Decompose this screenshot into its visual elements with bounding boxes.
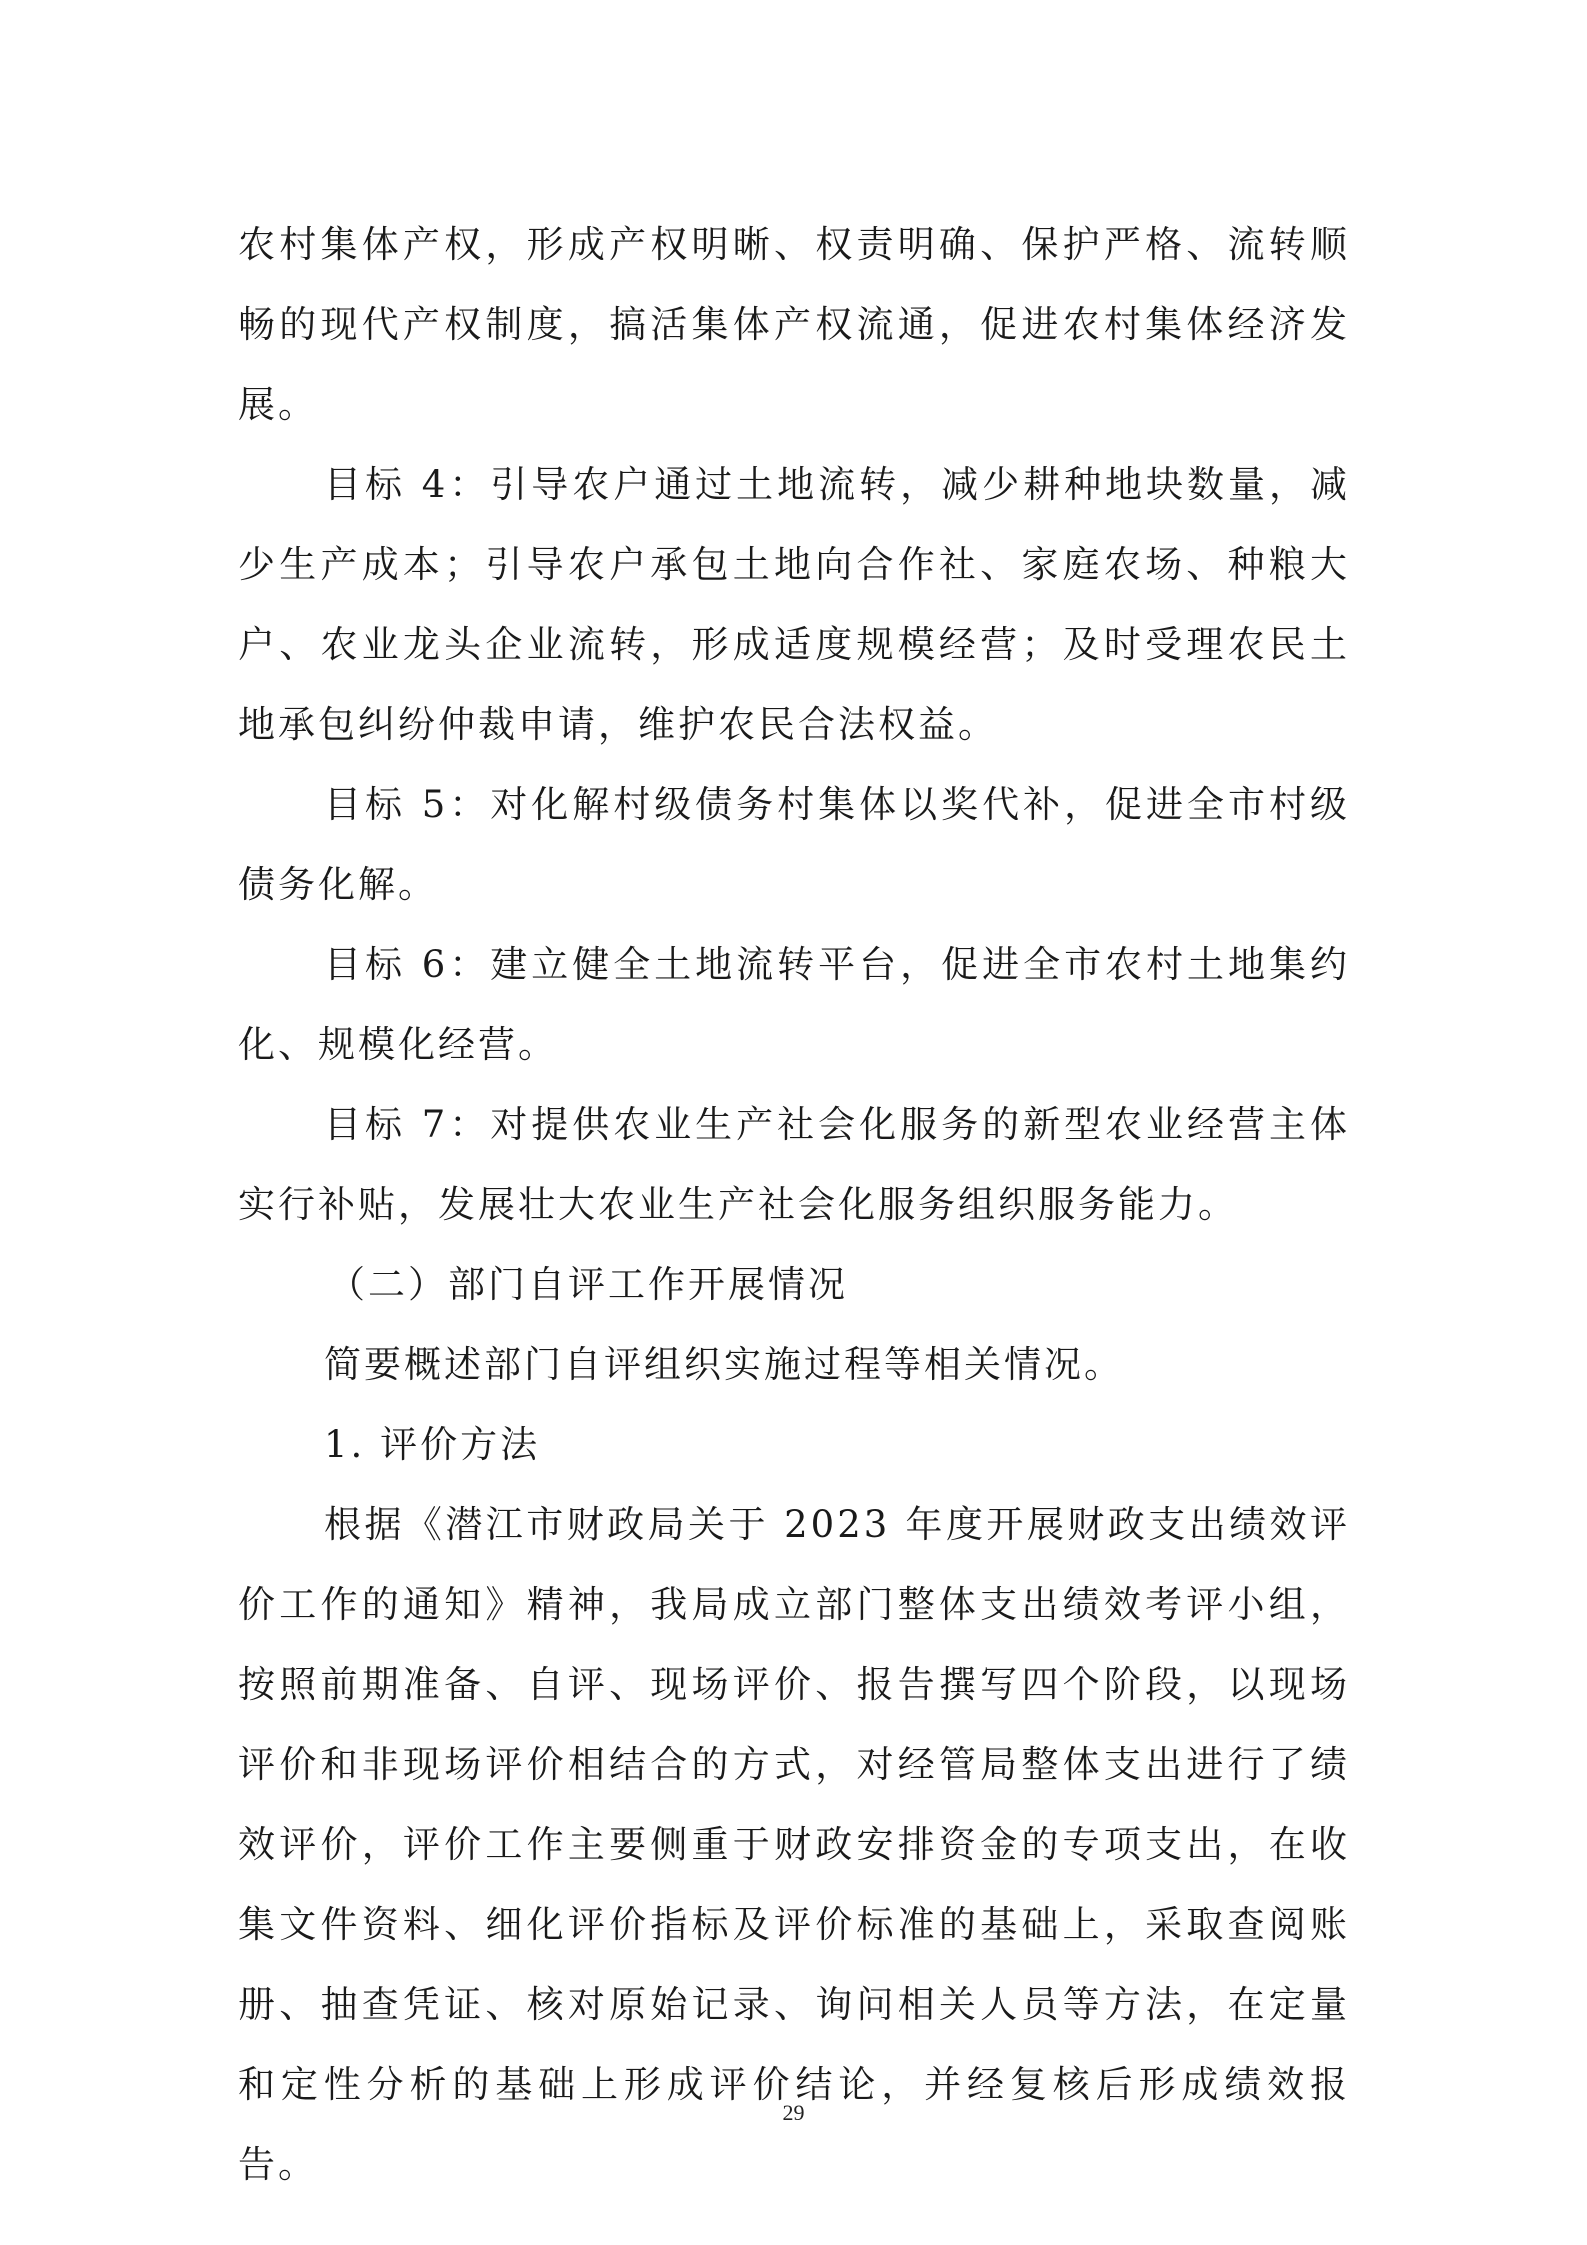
- paragraph-overview: 简要概述部门自评组织实施过程等相关情况。: [324, 1343, 1124, 1386]
- paragraph-evaluation-method: 根据《潜江市财政局关于 2023 年度开展财政支出绩效评价工作的通知》精神，我局成立部门整体支出绩效考评小组，按照前期准备、自评、现场评价、报告撰写四个阶段，以现场评价和非现场评价相结合的方式，对经管局整体支出进行了绩效评价，评价工作主要侧重于财政安排资金的专项支出，在收集文件资料、细化评价指标及评价标准的基础上，采取查阅账册、抽查凭证、核对原始记录、询问相关人员等方法，在定量和定性分析的基础上形成评价结论，并经复核后形成绩效报告。: [238, 1503, 1350, 2186]
- document-body: [238, 205, 1350, 2205]
- section-heading-self-evaluation: （二）部门自评工作开展情况: [328, 1263, 848, 1306]
- paragraph-goal-6: 目标 6：建立健全土地流转平台，促进全市农村土地集约化、规模化经营。: [238, 943, 1350, 1066]
- paragraph-goal-4: 目标 4：引导农户通过土地流转，减少耕种地块数量，减少生产成本；引导农户承包土地向合作社、家庭农场、种粮大户、农业龙头企业流转，形成适度规模经营；及时受理农民土地承包纠纷仲裁申请，维护农民合法权益。: [238, 463, 1350, 746]
- paragraph-goal-5: 目标 5：对化解村级债务村集体以奖代补，促进全市村级债务化解。: [238, 783, 1350, 906]
- subheading-evaluation-method: 1. 评价方法: [324, 1423, 541, 1466]
- page-number: 29: [782, 2100, 805, 2125]
- paragraph-goal-7: 目标 7：对提供农业生产社会化服务的新型农业经营主体实行补贴，发展壮大农业生产社会化服务组织服务能力。: [238, 1103, 1350, 1226]
- paragraph-collective-property-rights: 农村集体产权，形成产权明晰、权责明确、保护严格、流转顺畅的现代产权制度，搞活集体产权流通，促进农村集体经济发展。: [238, 223, 1350, 426]
